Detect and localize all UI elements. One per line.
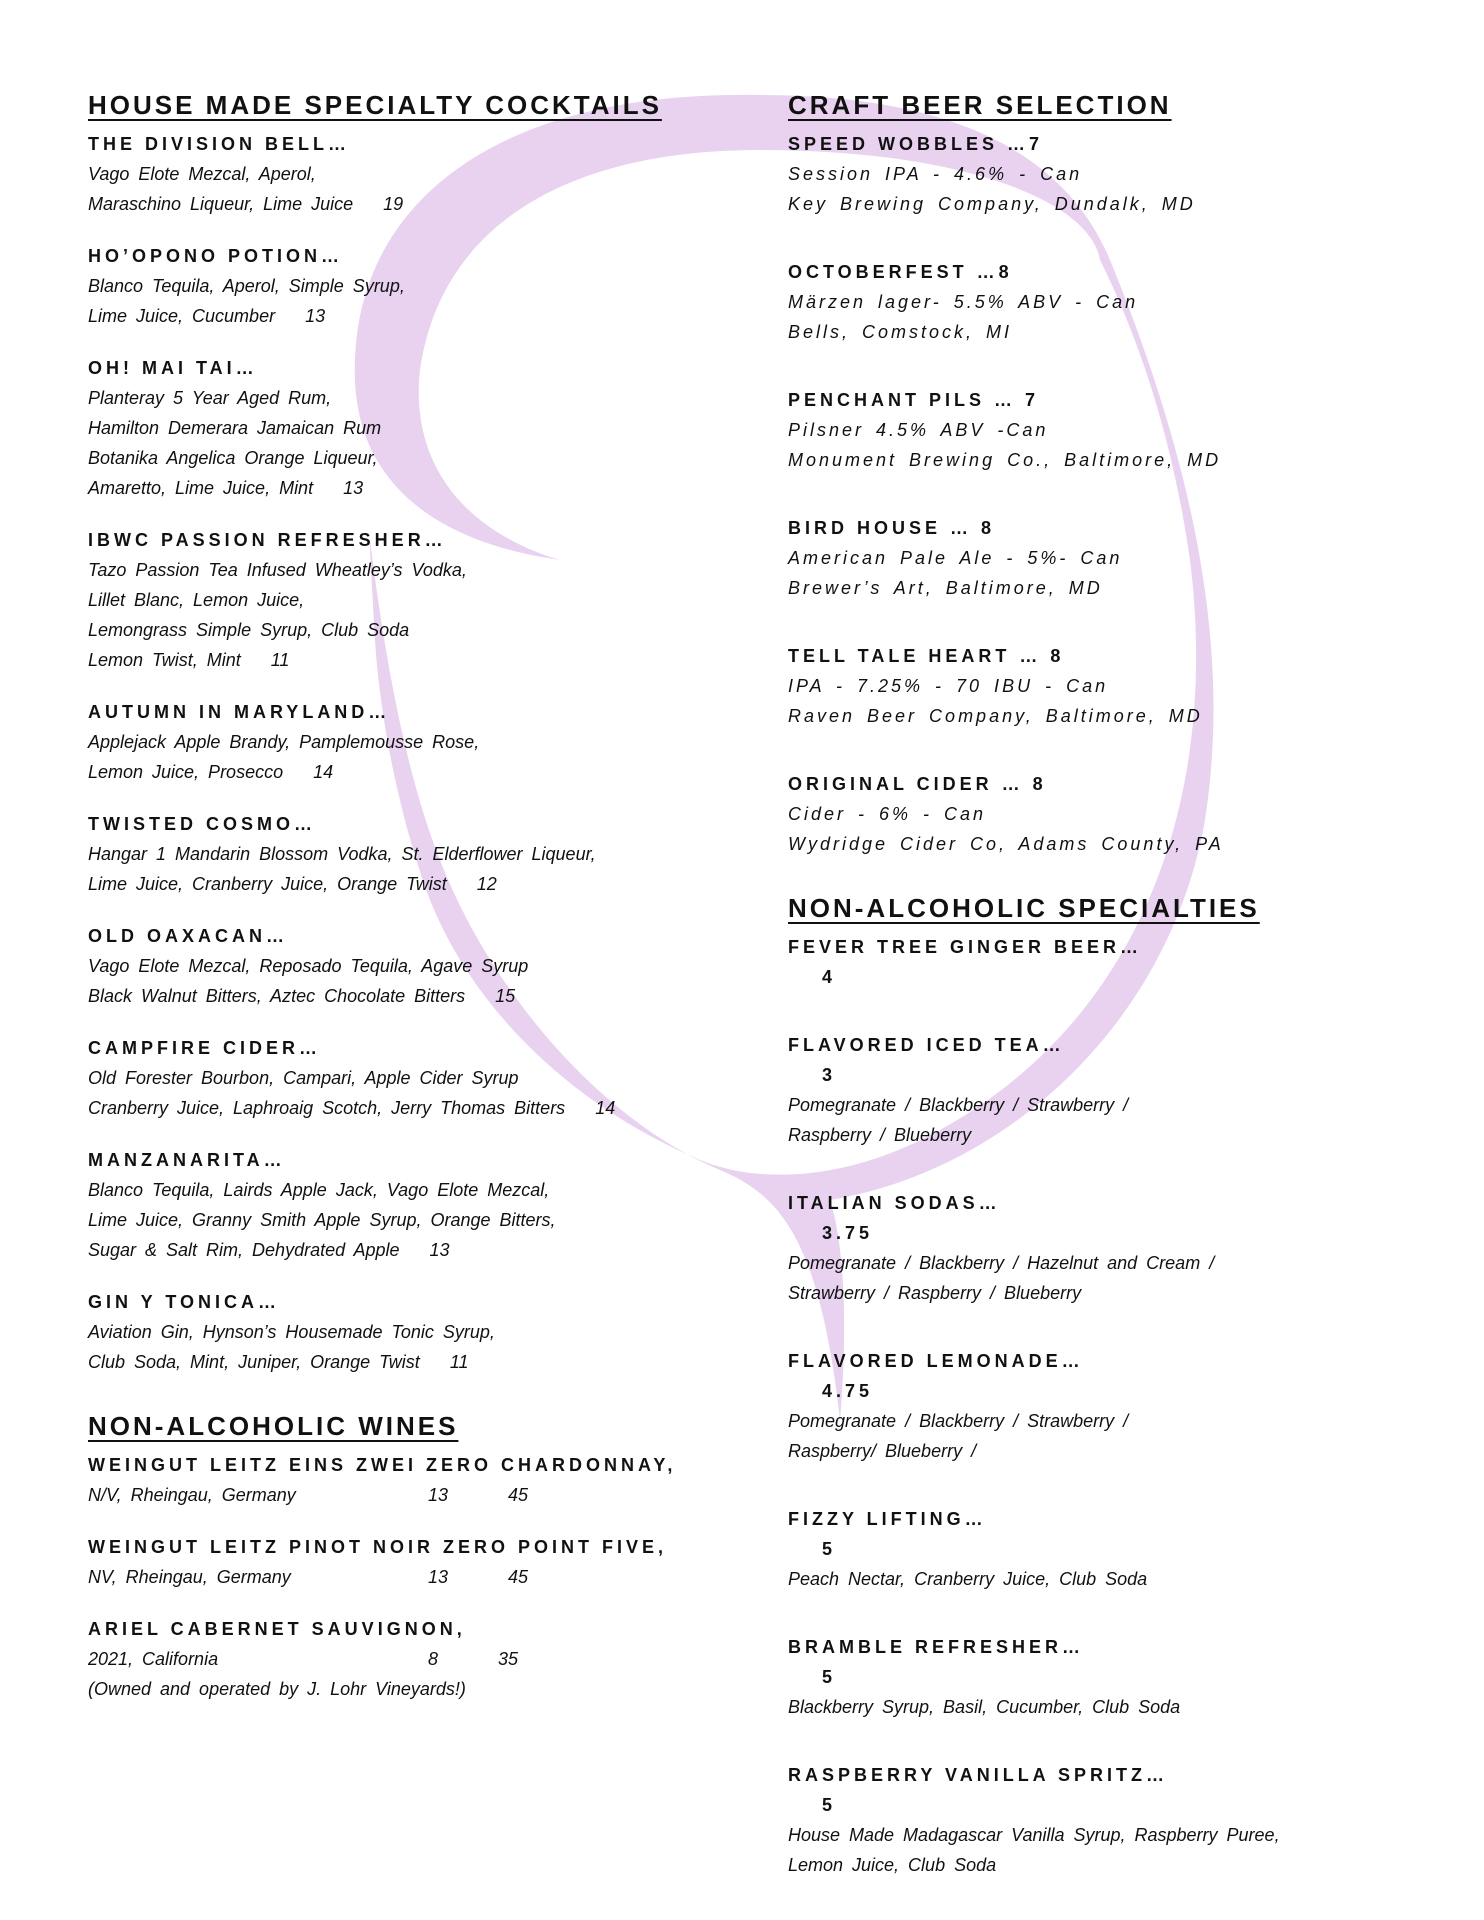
item-name: ORIGINAL CIDER … 8: [788, 774, 1047, 794]
description-text: Planteray 5 Year Aged Rum,: [88, 388, 332, 408]
item-name: OCTOBERFEST …8: [788, 262, 1013, 282]
item-name: CAMPFIRE CIDER…: [88, 1038, 322, 1058]
menu-item: [788, 1504, 1428, 1594]
item-name: MANZANARITA…: [88, 1150, 286, 1170]
left-column: [88, 90, 728, 1726]
bottle-price: 35: [498, 1649, 519, 1669]
item-price: 15: [495, 986, 516, 1006]
item-name: SPEED WOBBLES …7: [788, 134, 1044, 154]
item-description: [788, 573, 1428, 603]
item-name: WEINGUT LEITZ EINS ZWEI ZERO CHARDONNAY,: [88, 1455, 677, 1475]
description-text: Peach Nectar, Cranberry Juice, Club Soda: [788, 1569, 1148, 1589]
item-description: [88, 615, 728, 645]
description-text: Lime Juice, Granny Smith Apple Syrup, Orange Bitters,: [88, 1210, 556, 1230]
item-name-row: [788, 1504, 1428, 1564]
item-description: [788, 1090, 1428, 1120]
item-name: OLD OAXACAN…: [88, 926, 288, 946]
item-name: FLAVORED ICED TEA…: [788, 1035, 1065, 1055]
description-text: Pilsner 4.5% ABV -Can: [788, 420, 1049, 440]
item-description: [88, 1235, 728, 1265]
menu-item: [788, 385, 1428, 475]
item-name: ARIEL CABERNET SAUVIGNON,: [88, 1619, 466, 1639]
item-name: TWISTED COSMO…: [88, 814, 316, 834]
item-name: IBWC PASSION REFRESHER…: [88, 530, 447, 550]
menu-item: [88, 921, 728, 1011]
description-text: Amaretto, Lime Juice, Mint: [88, 478, 314, 498]
item-description: [88, 645, 728, 675]
item-price: 11: [449, 1352, 469, 1372]
item-description: [88, 1644, 728, 1674]
description-text: Black Walnut Bitters, Aztec Chocolate Bitters: [88, 986, 466, 1006]
item-name-row: [788, 1632, 1428, 1692]
item-description: [788, 1820, 1428, 1850]
item-description: [88, 1093, 728, 1123]
item-description: [88, 1347, 728, 1377]
item-description: [88, 473, 728, 503]
menu-item: [88, 1287, 728, 1377]
item-description: [88, 1175, 728, 1205]
menu-item: [788, 1346, 1428, 1466]
menu-item: [88, 1532, 728, 1592]
item-name: TELL TALE HEART … 8: [788, 646, 1065, 666]
description-text: Märzen lager- 5.5% ABV - Can: [788, 292, 1139, 312]
item-description: [788, 1406, 1428, 1436]
item-price: 5: [822, 1795, 837, 1815]
description-text: Bells, Comstock, MI: [788, 322, 1013, 342]
description-text: Pomegranate / Blackberry / Strawberry /: [788, 1411, 1129, 1431]
item-description: [88, 981, 728, 1011]
item-price: 4.75: [822, 1381, 874, 1401]
item-name: GIN Y TONICA…: [88, 1292, 281, 1312]
menu-item: [88, 241, 728, 331]
item-name: AUTUMN IN MARYLAND…: [88, 702, 391, 722]
na-specialties-title: NON-ALCOHOLIC SPECIALTIES: [788, 893, 1260, 923]
item-description: [788, 1692, 1428, 1722]
item-description: [88, 443, 728, 473]
description-text: Lemongrass Simple Syrup, Club Soda: [88, 620, 410, 640]
item-description: [88, 413, 728, 443]
item-name: WEINGUT LEITZ PINOT NOIR ZERO POINT FIVE,: [88, 1537, 668, 1557]
item-name-row: [788, 932, 1428, 992]
item-price: 11: [270, 650, 290, 670]
item-price: 3.75: [822, 1223, 874, 1243]
description-text: Aviation Gin, Hynson’s Housemade Tonic Syrup,: [88, 1322, 495, 1342]
description-text: Club Soda, Mint, Juniper, Orange Twist: [88, 1352, 420, 1372]
description-text: Old Forester Bourbon, Campari, Apple Cider Syrup: [88, 1068, 519, 1088]
description-text: Raspberry / Blueberry: [788, 1125, 972, 1145]
item-description: [88, 757, 728, 787]
item-name-row: [788, 1346, 1428, 1406]
description-text: Applejack Apple Brandy, Pamplemousse Rose,: [88, 732, 480, 752]
bottle-price: 45: [508, 1485, 529, 1505]
item-description: [88, 383, 728, 413]
item-description: [88, 189, 728, 219]
item-name: FEVER TREE GINGER BEER…: [788, 937, 1143, 957]
description-text: Key Brewing Company, Dundalk, MD: [788, 194, 1196, 214]
item-description: [788, 1248, 1428, 1278]
item-price: 19: [383, 194, 404, 214]
item-description: [88, 1480, 728, 1510]
description-text: American Pale Ale - 5%- Can: [788, 548, 1123, 568]
glass-price: 13: [428, 1485, 449, 1505]
description-text: Blackberry Syrup, Basil, Cucumber, Club Soda: [788, 1697, 1181, 1717]
item-price: 14: [595, 1098, 616, 1118]
description-text: Brewer’s Art, Baltimore, MD: [788, 578, 1103, 598]
item-description: [788, 701, 1428, 731]
item-description: [88, 555, 728, 585]
item-name: THE DIVISION BELL…: [88, 134, 351, 154]
menu-item: [788, 641, 1428, 731]
description-text: Hangar 1 Mandarin Blossom Vodka, St. Elderflower Liqueur,: [88, 844, 596, 864]
menu-item: [788, 1632, 1428, 1722]
item-description: [788, 1120, 1428, 1150]
item-description: [788, 1278, 1428, 1308]
menu-item: [88, 1450, 728, 1510]
description-text: Maraschino Liqueur, Lime Juice: [88, 194, 354, 214]
item-description: [88, 1205, 728, 1235]
item-description: [788, 829, 1428, 859]
description-text: Sugar & Salt Rim, Dehydrated Apple: [88, 1240, 400, 1260]
description-text: Lemon Twist, Mint: [88, 650, 241, 670]
item-description: [88, 1674, 728, 1704]
description-text: Pomegranate / Blackberry / Hazelnut and Cream /: [788, 1253, 1215, 1273]
item-name-row: [788, 1188, 1428, 1248]
description-text: Tazo Passion Tea Infused Wheatley’s Vodka,: [88, 560, 467, 580]
item-description: [88, 951, 728, 981]
description-text: House Made Madagascar Vanilla Syrup, Raspberry Puree,: [788, 1825, 1280, 1845]
item-description: [788, 415, 1428, 445]
item-name: FIZZY LIFTING…: [788, 1509, 987, 1529]
item-name: BRAMBLE REFRESHER…: [788, 1637, 1085, 1657]
item-price: 12: [476, 874, 497, 894]
item-description: [88, 839, 728, 869]
item-description: [88, 1562, 728, 1592]
item-name: ITALIAN SODAS…: [788, 1193, 1001, 1213]
description-text: Raspberry/ Blueberry /: [788, 1441, 977, 1461]
item-price: 4: [822, 967, 837, 987]
description-text: Vago Elote Mezcal, Aperol,: [88, 164, 316, 184]
item-price: 14: [313, 762, 334, 782]
item-description: [788, 1850, 1428, 1880]
na-specialties-section: [788, 893, 1428, 1880]
right-column: [788, 90, 1428, 1918]
item-description: [788, 1564, 1428, 1594]
description-text: Vago Elote Mezcal, Reposado Tequila, Agave Syrup: [88, 956, 529, 976]
description-text: NV, Rheingau, Germany: [88, 1567, 291, 1587]
item-description: [88, 869, 728, 899]
menu-item: [88, 1033, 728, 1123]
description-text: 2021, California: [88, 1649, 219, 1669]
menu-item: [788, 1760, 1428, 1880]
description-text: Session IPA - 4.6% - Can: [788, 164, 1083, 184]
item-name-row: [788, 1030, 1428, 1090]
item-name: PENCHANT PILS … 7: [788, 390, 1040, 410]
item-description: [788, 671, 1428, 701]
description-text: IPA - 7.25% - 70 IBU - Can: [788, 676, 1109, 696]
na-wines-title: NON-ALCOHOLIC WINES: [88, 1411, 459, 1441]
description-text: Monument Brewing Co., Baltimore, MD: [788, 450, 1222, 470]
description-text: Lemon Juice, Club Soda: [788, 1855, 997, 1875]
description-text: Strawberry / Raspberry / Blueberry: [788, 1283, 1082, 1303]
item-price: 13: [429, 1240, 450, 1260]
description-text: Blanco Tequila, Lairds Apple Jack, Vago Elote Mezcal,: [88, 1180, 550, 1200]
menu-item: [88, 809, 728, 899]
item-description: [88, 301, 728, 331]
description-text: Cranberry Juice, Laphroaig Scotch, Jerry Thomas Bitters: [88, 1098, 566, 1118]
item-price: 5: [822, 1667, 837, 1687]
cocktails-title: HOUSE MADE SPECIALTY COCKTAILS: [88, 90, 662, 120]
menu-item: [788, 129, 1428, 219]
beer-section: [788, 90, 1428, 859]
menu-item: [88, 353, 728, 503]
bottle-price: 45: [508, 1567, 529, 1587]
description-text: (Owned and operated by J. Lohr Vineyards!): [88, 1679, 466, 1699]
description-text: Botanika Angelica Orange Liqueur,: [88, 448, 378, 468]
description-text: Lime Juice, Cucumber: [88, 306, 276, 326]
item-description: [788, 445, 1428, 475]
menu-item: [88, 525, 728, 675]
item-name: OH! MAI TAI…: [88, 358, 258, 378]
item-price: 5: [822, 1539, 837, 1559]
description-text: Lime Juice, Cranberry Juice, Orange Twist: [88, 874, 447, 894]
item-name: RASPBERRY VANILLA SPRITZ…: [788, 1765, 1169, 1785]
description-text: Wydridge Cider Co, Adams County, PA: [788, 834, 1224, 854]
description-text: Lemon Juice, Prosecco: [88, 762, 284, 782]
menu-item: [88, 1145, 728, 1265]
description-text: Pomegranate / Blackberry / Strawberry /: [788, 1095, 1129, 1115]
item-description: [788, 159, 1428, 189]
item-price: 3: [822, 1065, 837, 1085]
item-price: 13: [343, 478, 364, 498]
description-text: Lillet Blanc, Lemon Juice,: [88, 590, 305, 610]
cocktails-section: [88, 90, 728, 1377]
item-price: 13: [305, 306, 326, 326]
menu-item: [88, 1614, 728, 1704]
menu-item: [788, 769, 1428, 859]
item-description: [88, 1063, 728, 1093]
menu-item: [788, 513, 1428, 603]
item-description: [88, 271, 728, 301]
glass-price: 8: [428, 1649, 439, 1669]
item-description: [88, 727, 728, 757]
item-description: [788, 543, 1428, 573]
item-name-row: [788, 1760, 1428, 1820]
item-description: [88, 1317, 728, 1347]
item-name: HO’OPONO POTION…: [88, 246, 344, 266]
description-text: N/V, Rheingau, Germany: [88, 1485, 296, 1505]
beer-title: CRAFT BEER SELECTION: [788, 90, 1172, 120]
menu-item: [88, 129, 728, 219]
menu-item: [788, 257, 1428, 347]
item-description: [788, 1436, 1428, 1466]
menu-item: [788, 932, 1428, 992]
item-description: [88, 159, 728, 189]
menu-item: [88, 697, 728, 787]
description-text: Blanco Tequila, Aperol, Simple Syrup,: [88, 276, 405, 296]
item-description: [88, 585, 728, 615]
menu-item: [788, 1030, 1428, 1150]
item-name: BIRD HOUSE … 8: [788, 518, 996, 538]
menu-item: [788, 1188, 1428, 1308]
description-text: Cider - 6% - Can: [788, 804, 987, 824]
item-description: [788, 189, 1428, 219]
description-text: Hamilton Demerara Jamaican Rum: [88, 418, 382, 438]
item-name: FLAVORED LEMONADE…: [788, 1351, 1084, 1371]
glass-price: 13: [428, 1567, 449, 1587]
item-description: [788, 287, 1428, 317]
item-description: [788, 317, 1428, 347]
description-text: Raven Beer Company, Baltimore, MD: [788, 706, 1203, 726]
na-wines-section: [88, 1411, 728, 1704]
item-description: [788, 799, 1428, 829]
